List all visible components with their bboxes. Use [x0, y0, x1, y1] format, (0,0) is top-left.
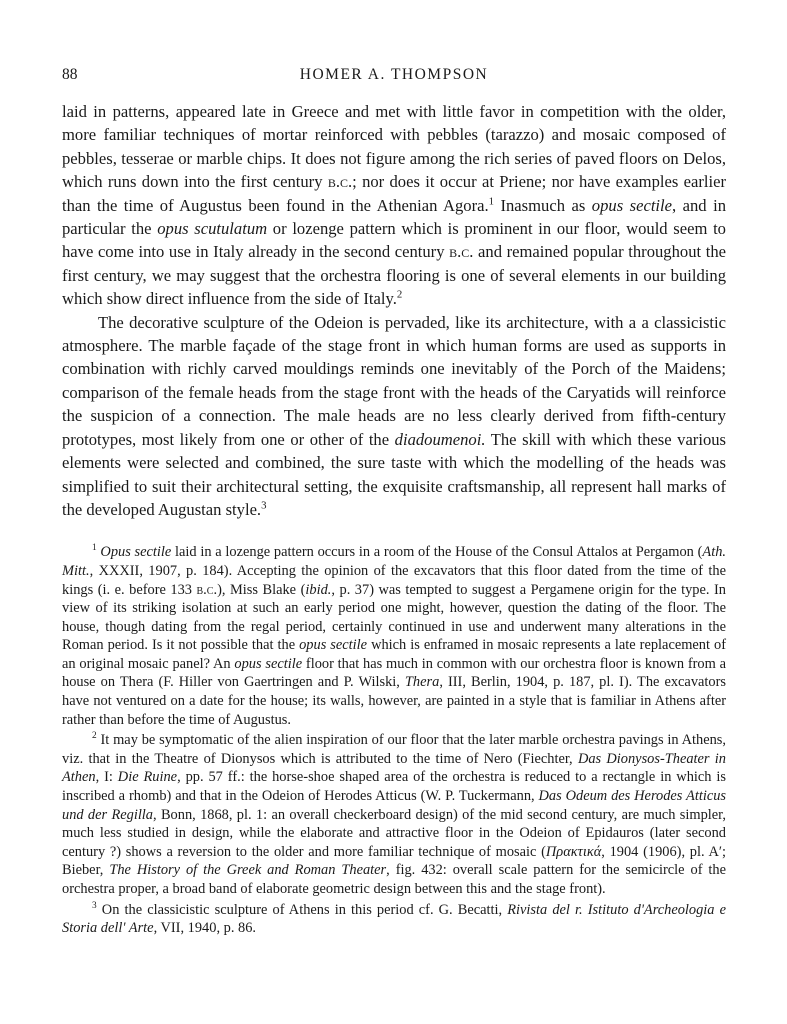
text-run: , fig. 432: overall scale pattern for the semicircle of the orchestra proper, a broad band of elaborate geometric design between this and the stage front).	[62, 862, 727, 897]
page-number: 88	[62, 66, 78, 83]
era-abbrev: b.c.	[196, 581, 218, 598]
text-run: or lozenge pattern which is prominent in our floor, would seem to have come into use in Italy already in the second century	[62, 219, 726, 262]
italic-term: ibid.	[305, 581, 332, 598]
text-run: The skill with which these various elements were selected and combined, the sure taste with which the modelling of the heads was simplified to suit their architectural setting, the exquisite craftsmanship, all represent hall marks of the developed Augustan style.	[62, 429, 726, 519]
text-run: , pp. 57 ff.: the horse-shoe shaped area of the orchestra is reduced to a rectangle in which is inscribed a rhomb) and that in the Odeion of Herodes Atticus (W. P. Tuckermann,	[62, 769, 726, 805]
text-run: laid in a lozenge pattern occurs in a room of the House of the Consul Attalos at Pergamon (	[171, 544, 703, 561]
italic-term: Die Ruine	[117, 769, 178, 786]
footnotes	[62, 543, 726, 937]
text-run: Inasmuch as	[494, 195, 592, 215]
page-header	[62, 62, 726, 86]
paragraph-2	[62, 311, 726, 522]
text-run: , I:	[95, 769, 118, 786]
paragraph-1	[62, 100, 726, 311]
text-run: , Bonn, 1868, pl. 1: an overall checkerboard design) of the mid second century, are much simpler, much less studied in design, while the elaborate and attractive floor in the Odeion of Epidauros (later second century ?) shows a reversion to the older and more familiar technique of mosaic (	[62, 806, 726, 860]
text-run: , 1904 (1906), pl. A′; Bieber,	[62, 843, 726, 879]
footnote-mark: 1	[92, 543, 97, 554]
text-run: , and in particular the	[62, 195, 726, 239]
era-abbrev: b.c.	[449, 242, 474, 262]
text-run: , III, Berlin, 1904, p. 187, pl. I). The excavators have not ventured on a date for the house; its walls, however, are painted in a style that is familiar in Athens after rather than before the time of Augustus.	[62, 674, 726, 728]
text-run: laid in patterns, appeared late in Greece and met with little favor in competition with the older, more familiar techniques of mortar reinforced with pebbles (tarazzo) and mosaic composed of pebbles, tesserae or marble chips. It does not figure among the rich series of paved floors on Delos, which runs down into the first century	[62, 102, 726, 192]
footnote-mark: 3	[92, 900, 97, 911]
text-run: The decorative sculpture of the Odeion is pervaded, like its architecture, with a a classicistic atmosphere. The marble façade of the stage front in which human forms are used as supports in combination with richly carved mouldings reminds one inevitably of the Porch of the Maidens; comparison of the female heads from the stage front with the heads of the Caryatids will reinforce the suspicion of a connection. The male heads are no less clearly derived from fifth-century prototypes, most likely from one or other of the	[62, 312, 726, 449]
italic-term: Πρακτικά	[545, 843, 602, 860]
text-run: On the classicistic sculpture of Athens in this period cf. G. Becatti,	[101, 901, 508, 918]
text-run: , XXXII, 1907, p. 184). Accepting the opinion of the excavators that this floor dated from the time of the kings (i. e. before 133	[62, 562, 726, 598]
footnote-ref-3: 3	[261, 499, 267, 512]
text-run: , p. 37) was tempted to suggest a Pergamene origin for the type. In view of its striking isolation at such an early period one might, however, question the dating of the floor. The house, though dating from the regal period, certainly continued in use and underwent many alterations in the Roman period. Is it not possible that the	[62, 581, 726, 654]
footnote-1	[62, 543, 726, 729]
footnote-ref-1: 1	[488, 195, 494, 208]
text-run: ; nor does it occur at Priene; nor have examples earlier than the time of Augustus been found in the Athenian Agora.	[62, 172, 727, 215]
italic-term: Rivista del r. Istituto d'Archeologia e Storia dell' Arte	[62, 901, 727, 937]
text-run: floor that has much in common with our orchestra floor is known from a house on Thera (F. Hiller von Gaertringen and P. Wilski,	[62, 655, 726, 691]
text-run: and remained popular throughout the first century, we may suggest that the orchestra flooring is one of several elements in our building which show direct influence from the side of Italy.	[62, 242, 726, 309]
italic-term: opus sectile	[299, 637, 368, 654]
italic-term: Thera	[404, 674, 440, 691]
text-run: It may be symptomatic of the alien inspiration of our floor that the later marble orchestra pavings in Athens, viz. that in the Theatre of Dionysos which is attributed to the time of Nero (Fiechter,	[62, 732, 726, 767]
footnote-3	[62, 901, 726, 938]
footnote-2	[62, 731, 726, 898]
italic-term: opus sectile	[234, 655, 303, 672]
footnote-mark: 2	[92, 731, 97, 742]
running-head: HOMER A. THOMPSON	[299, 66, 489, 83]
italic-term: The History of the Greek and Roman Theater	[109, 862, 387, 879]
era-abbrev: b.c.	[327, 172, 353, 192]
italic-term: Ath. Mitt.	[62, 544, 726, 579]
italic-term: diadoumenoi.	[394, 429, 486, 449]
body-text	[62, 100, 726, 521]
italic-term: Das Dionysos-Theater in Athen	[62, 750, 726, 786]
italic-term: Opus sectile	[100, 544, 172, 561]
text-run: which is enframed in mosaic represents a late replacement of an original mosaic panel? An	[62, 637, 726, 672]
italic-term: Das Odeum des Herodes Atticus und der Regilla	[62, 788, 726, 823]
italic-term: opus scutulatum	[157, 219, 268, 239]
text-run: ), Miss Blake (	[217, 581, 306, 598]
footnote-ref-2: 2	[396, 288, 403, 301]
italic-term: opus sectile	[591, 195, 673, 215]
page	[62, 62, 726, 938]
text-run: , VII, 1940, p. 86.	[153, 920, 257, 937]
